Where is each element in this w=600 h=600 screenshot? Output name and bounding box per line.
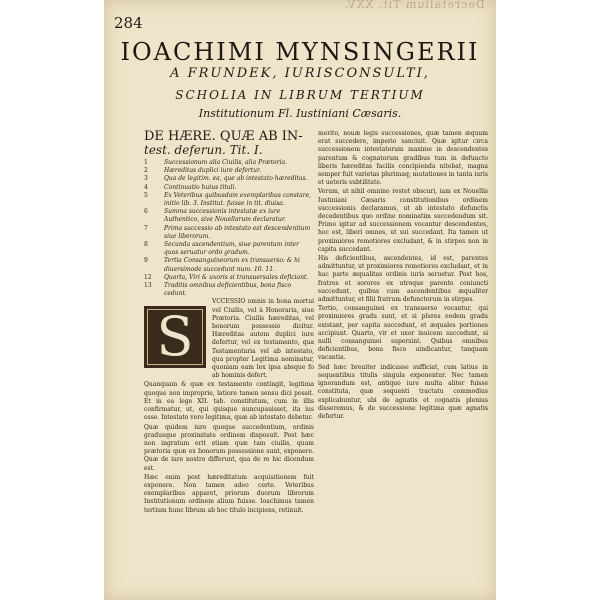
paragraph: merito, nouæ legis successiones, quæ tamen æquum erat succedere, imperio sanciuit. Quæ igitur circa successionem intestatorum maxime in descendentes parentum & cognatorum gradibus tum in defuncto liberis hæreditas facilis concipienda nitebat, magna semper fuit varietas plurimaq; mutationes in tanta iuris et ueteris subtilitate. — [318, 130, 488, 187]
summary-item: 1 Successionum alia Ciuilis, alia Prætoria. — [144, 159, 287, 166]
summary-item: 12 Quarta, Viri & uxoris si transuersales deficiant. — [144, 273, 309, 281]
paragraph: Quæ quidem iure quoque succedentium, ordinis gradusque proximitate ordinem disposuit. Post hæc non ingratum erit etiam quæ tam ciuilis, quam prætoria quæ ex bonorum possessione sunt, exponere. Quæ de iure nostro differunt, qua de re hic dicendum est. — [144, 423, 314, 472]
title-author: IOACHIMI MYNSINGERII — [120, 38, 480, 66]
section-heading-cont: test. deferun. Tit. I. — [144, 143, 263, 157]
summary-item: 2 Hæreditas duplici iure defertur. — [144, 167, 262, 175]
summary-item: 8 Secunda ascendentium, siue parentum inter quos seruatur ordo gradum. — [144, 241, 299, 257]
decorated-initial: S — [144, 306, 206, 368]
paragraph: Verum, ut nihil omnino restet obscuri, iam ex Nouellis Iustiniani Cæsaris constitutionibus ordinem successionis declaramus, ut ab intestato defunctis decedentibus quo ordine nominatim succedendum sit. Primo igitur ad successionem vocantur descendentes, hoc est, liberi omnes, ut sui succedant. Ita tamen ut proximiores remotiores excludant, & in stirpes non in capita succedant. — [318, 188, 488, 253]
summary-item: 5 Ex Veteribus quibusdam exemplaribus constare, initio lib. 3. Institut. fuisse in tit. diuisa. — [144, 191, 312, 208]
right-body — [318, 130, 488, 421]
summary-item: 13 Traditis omnibus deficientibus, bona fisco cedunt. — [144, 282, 292, 298]
summary-item: 9 Tertia Consanguineorum ex transuerso: & hi diuersimode succedunt num. 10. 11. — [144, 257, 300, 273]
title-work: SCHOLIA IN LIBRUM TERTIUM — [175, 88, 425, 102]
paragraph: His deficientibus, ascendentes, id est, parentes admittuntur, ut proximiores remotiores excludant, et in hac parte æqualitas ordinis iuris seruetur. Post hos, fratres et sorores ex utroque parente coniuncti succedunt, quibus cum ascendentibus æqualiter admittuntur, et filii fratrum defunctorum in stirpes. — [318, 255, 488, 304]
summary-item: 7 Prima successio ab intestato est descendentium siue liberorum. — [144, 224, 311, 240]
bleed-through-text: Decretalium Tit. XXV. — [344, 0, 485, 11]
page-number: 284 — [114, 14, 143, 32]
right-column — [318, 130, 488, 600]
paragraph: VCCESSIO omnis in bona mortui vel Ciuilis, vel à Honoraria, siue Prætoria. Ciuilis hæreditas, vel bonorum possessio dicitur. Hæreditas autem duplici iure defertur, vel ex testamento, qua Testamentaria vel ab intestato, qua propter Legitima nominatur, quoniam eam lex ipsa absque fo ab hominis defert. — [212, 298, 314, 380]
left-column — [144, 130, 314, 600]
title-source: Institutionum Fl. Iustiniani Cæsaris. — [198, 107, 402, 120]
paragraph: Hæc enim post hæreditatum acquisitionem fuit exponere. Non tamen adeo certe. Veteribus exemplaribus apparet, priorum duorum librorum Institutionum ordinem alium fuisse. Ioachimus tamen tertium hunc librum ab hoc titulo incipiens, retinuit. — [144, 473, 314, 514]
summary-item: 3 Qua de legitim. ea, que ab intestato hæreditas. — [144, 175, 308, 183]
summary-list — [144, 159, 314, 298]
title-subtitle: A FRUNDEK, IURISCONSULTI, — [170, 66, 430, 81]
paragraph: Quanquam & quæ ex testamento contingit, legitima quoque non improprie, latiore tamen sensu dici possit. Et in ea lege XII. tab. constitutum, cum in illis confirmatur, ut, qui quisque nuncupauisset, ita ius esse. Intestato vero legitima, quæ ab intestato debetur. — [144, 381, 314, 422]
summary-item: 4 Continuatio huius tituli. — [144, 183, 237, 191]
section-heading: DE HÆRE. QUÆ AB IN- — [144, 130, 303, 144]
left-body — [144, 298, 314, 514]
paragraph: Tertio, consanguinei ex transuerso vocantur, qui proximiores gradu sunt, et si plures eodem gradu existant, per capita succedunt, et æquales portiones accipiunt. Quarto, vir et uxor inuicem succedunt, si nulli consanguinei supersint. Quibus omnibus deficientibus, bona fisco uindicantur, tanquam vacantia. — [318, 305, 488, 362]
book-page — [104, 0, 496, 600]
paragraph: Sed hæc breuiter indicasse sufficiat, cum latius in sequentibus titulis singula exponentur. Nec tamen ignorandum est, antiquo iure multa aliter fuisse constituta, quæ sequenti tractatu commodius explicabuntur, ubi de agnatis et cognatis plenius disseremus, & de successione legitima quæ agnatis defertur. — [318, 363, 488, 420]
summary-item: 6 Summa successionis intestatæ ex iure Authentico, sive Nouellarum declaratur. — [144, 208, 286, 224]
